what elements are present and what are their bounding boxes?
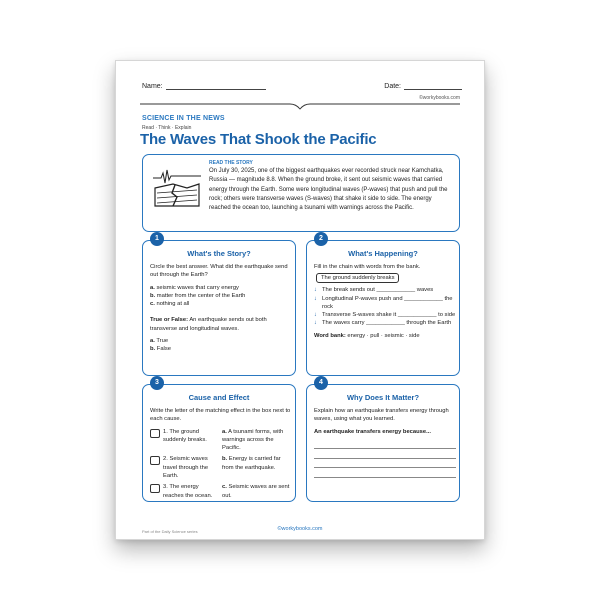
tf-option-false[interactable]: b. False [150, 346, 171, 353]
cause-text: 1. The ground suddenly breaks. [163, 428, 207, 443]
tf-option-true[interactable]: a. True [150, 338, 169, 345]
question-box-1 [142, 235, 296, 376]
writing-line[interactable] [314, 468, 456, 478]
effect-text: b. Energy is carried far from the earthquake. [222, 456, 281, 471]
worksheet-page [115, 60, 485, 540]
chain-step[interactable]: ↓ The break sends out ____________ waves [314, 287, 434, 294]
down-arrow-icon: ↓ [314, 295, 317, 302]
kicker: SCIENCE IN THE NEWS [142, 115, 225, 122]
chain-step[interactable]: ↓ Transverse S-waves shake it ____________ to side [314, 312, 456, 319]
writing-line[interactable] [314, 459, 456, 469]
writing-line[interactable] [314, 449, 456, 459]
chain-step[interactable]: ↓ The waves carry ____________ through the Earth [314, 320, 452, 327]
date-line[interactable] [404, 83, 462, 90]
down-arrow-icon: ↓ [314, 287, 317, 294]
question-box-2 [306, 235, 460, 376]
answer-box[interactable] [150, 484, 160, 493]
earthquake-icon [151, 166, 203, 210]
story-label: READ THE STORY [209, 160, 253, 166]
match-instructions: Write the letter of the matching effect in the box next to each cause. [150, 408, 291, 423]
box-title-4: Why Does It Matter? [346, 393, 420, 402]
question-box-3 [142, 379, 296, 502]
name-label: Name: [142, 83, 163, 90]
footer-series: Part of the Daily Science series [142, 529, 198, 534]
down-arrow-icon: ↓ [314, 312, 317, 319]
answer-box[interactable] [150, 429, 160, 438]
header-divider [140, 101, 460, 111]
answer-box[interactable] [150, 456, 160, 465]
box-number-1: 1 [150, 232, 164, 246]
answer-option-c[interactable]: c. nothing at all [150, 301, 190, 308]
name-field[interactable] [142, 83, 266, 90]
story-text: On July 30, 2025, one of the biggest earthquakes ever recorded struck near Kamchatka, Russia — magnitude 8.8. When the ground broke, it sent out seismic waves that carried energy through the Earth. Some were longitudinal waves (P-waves) that push and pull the rock; others were transverse waves (S-waves) that shake it side to side. The energy reached the ocean too, launching a tsunami with warnings across the Pacific. [209, 168, 448, 212]
question-box-4 [306, 379, 460, 502]
subtitle: Read · Think · Explain [142, 125, 192, 131]
cause-effect-row [150, 483, 292, 500]
cause-effect-row [150, 455, 292, 480]
cause-text: 2. Seismic waves travel through the Earth. [163, 456, 209, 480]
effect-text: c. Seismic waves are sent out. [222, 484, 290, 499]
box-title-1: What's the Story? [187, 249, 251, 258]
chain-instructions: Fill in the chain with words from the bank. [314, 264, 421, 270]
box-title-3: Cause and Effect [188, 393, 250, 402]
explain-instructions: Explain how an earthquake transfers energy through waves, using what you learned. [314, 408, 449, 423]
down-arrow-icon: ↓ [314, 320, 317, 327]
box-number-2: 2 [314, 232, 328, 246]
date-field[interactable] [384, 83, 462, 90]
chain-start-box: The ground suddenly breaks [316, 273, 399, 283]
box-title-2: What's Happening? [348, 249, 418, 258]
sentence-starter: An earthquake transfers energy because... [314, 428, 431, 435]
writing-line[interactable] [314, 440, 456, 450]
story-box [142, 154, 460, 232]
cause-text: 3. The energy reaches the ocean. [163, 484, 213, 499]
answer-option-b[interactable]: b. matter from the center of the Earth [150, 292, 246, 299]
footer-brand: ©workybooks.com [277, 526, 323, 532]
true-false-question: True or False: An earthquake sends out both transverse and longitudinal waves. [150, 317, 267, 332]
page-title: The Waves That Shook the Pacific [140, 131, 377, 148]
effect-text: a. A tsunami forms, with warnings across the Pacific. [222, 428, 284, 452]
question-text: Circle the best answer. What did the earthquake send out through the Earth? [150, 264, 288, 279]
box-number-4: 4 [314, 376, 328, 390]
brand-text: ©workybooks.com [419, 95, 460, 101]
date-label: Date: [384, 83, 401, 90]
chain-step[interactable]: ↓ Longitudinal P-waves push and ____________ the rock [314, 295, 453, 310]
cause-effect-row [150, 428, 292, 453]
answer-option-a[interactable]: a. seismic waves that carry energy [150, 284, 239, 291]
box-number-3: 3 [150, 376, 164, 390]
name-line[interactable] [166, 83, 266, 90]
word-bank: Word bank: energy · pull · seismic · side [314, 332, 420, 339]
